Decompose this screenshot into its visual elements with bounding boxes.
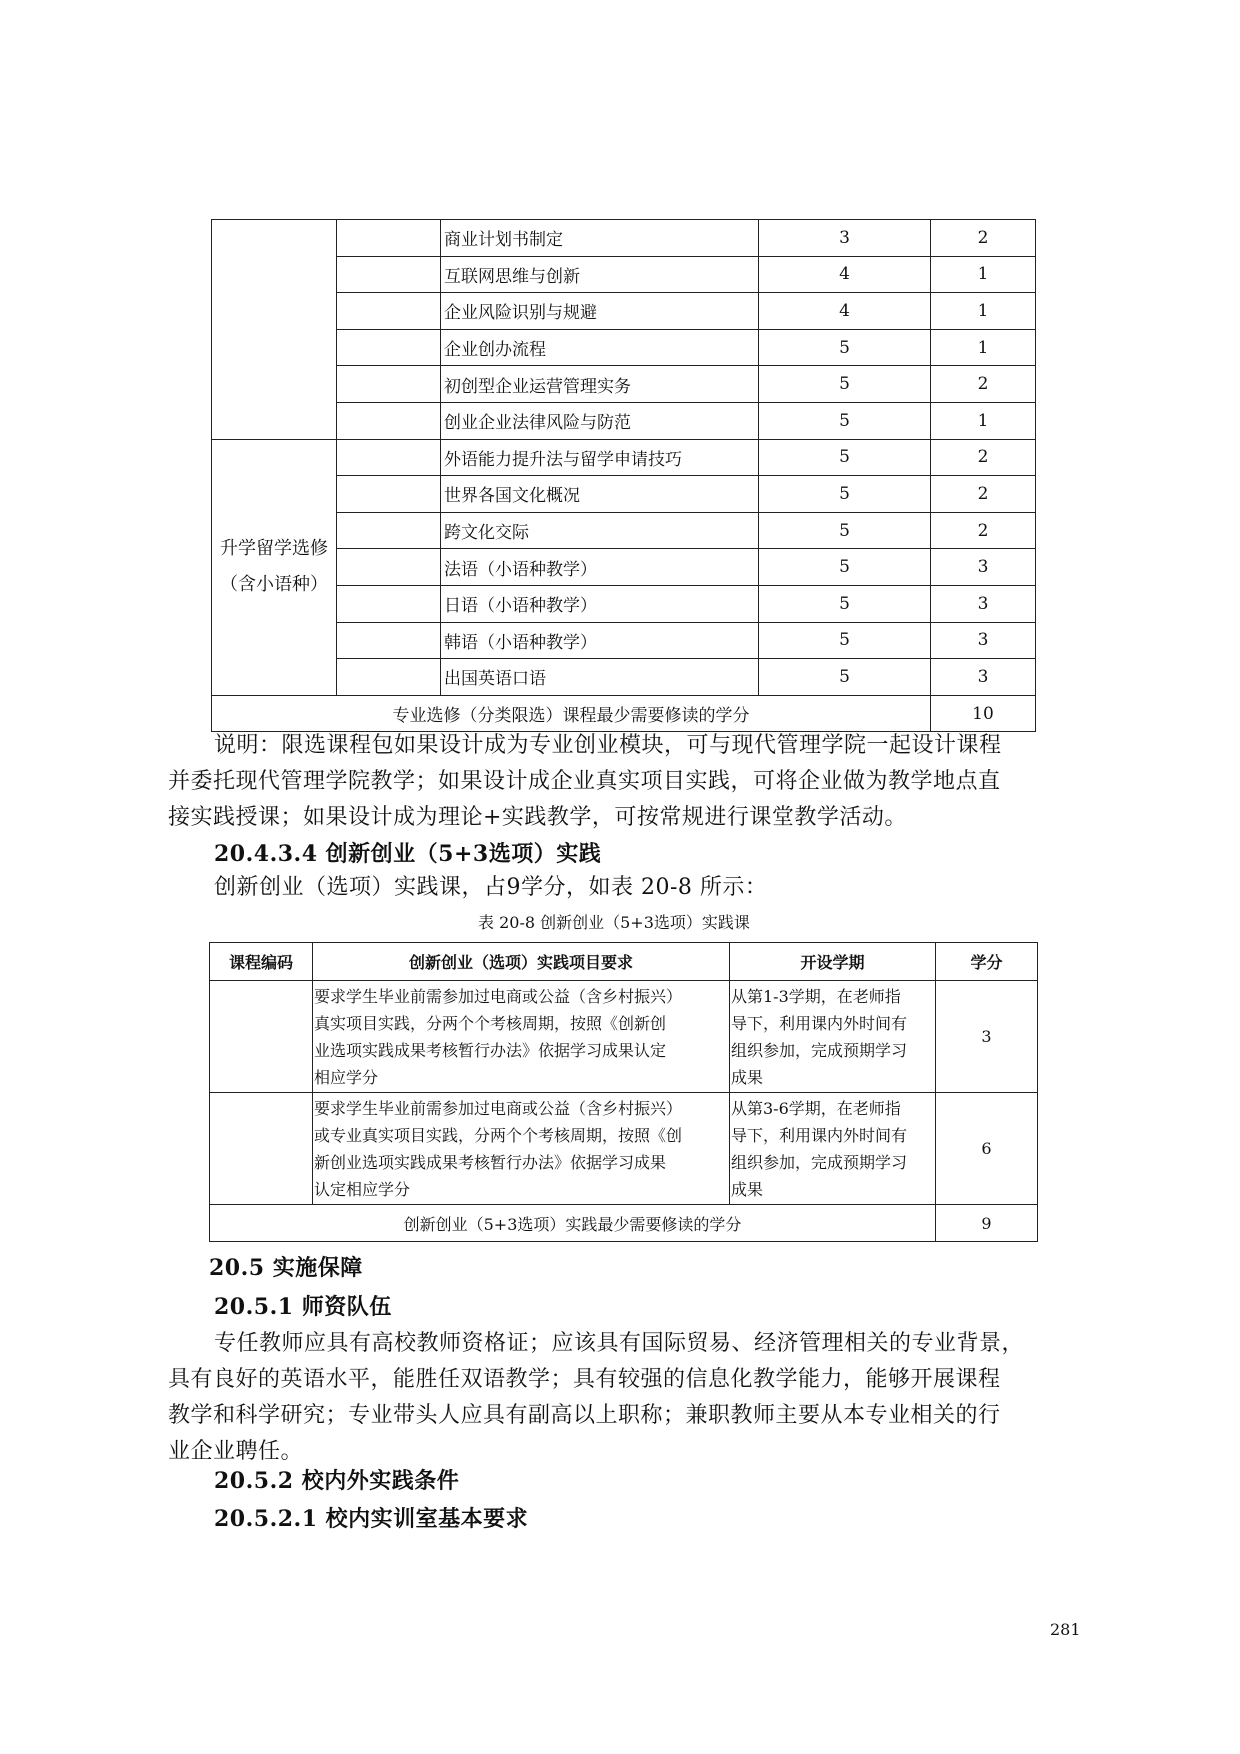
semester-line: 成果 [731,1179,764,1199]
section-heading-2051: 20.5.1 师资队伍 [214,1294,392,1320]
footer-label: 创新创业（5+3选项）实践最少需要修读的学分 [210,1205,936,1242]
elective-course-table-body [212,220,1036,732]
credit-cell: 3 [936,981,1038,1093]
credit-cell: 3 [931,659,1036,696]
section-intro-20434: 创新创业（选项）实践课，占9学分，如表 20-8 所示： [214,875,768,900]
footer-value: 9 [936,1205,1038,1242]
table-row [212,220,1036,257]
requirement-line: 要求学生毕业前需参加过电商或公益（含乡村振兴） [314,1098,683,1118]
credit-cell: 2 [931,439,1036,476]
semester-cell: 3 [759,220,931,257]
course-code-cell [337,659,441,696]
table-header-row [210,943,1038,981]
faculty-line: 专任教师应具有高校教师资格证；应该具有国际贸易、经济管理相关的专业背景， [214,1331,1025,1356]
section-heading-2052: 20.5.2 校内外实践条件 [214,1468,460,1494]
table-footer-row [212,695,1036,732]
course-name-cell: 企业创办流程 [441,329,759,366]
requirement-line: 或专业真实项目实践，分两个个考核周期，按照《创 [314,1125,683,1145]
semester-line: 组织参加，完成预期学习 [731,1040,908,1060]
course-name-cell: 商业计划书制定 [441,220,759,257]
note-line: 接实践授课；如果设计成为理论+实践教学，可按常规进行课堂教学活动。 [168,805,907,830]
course-name-cell: 法语（小语种教学） [441,549,759,586]
semester-line: 从第3-6学期，在老师指 [731,1098,901,1118]
semester-cell: 5 [759,659,931,696]
requirement-line: 真实项目实践，分两个个考核周期，按照《创新创 [314,1013,667,1033]
credit-cell: 1 [931,256,1036,293]
course-name-cell: 出国英语口语 [441,659,759,696]
course-code-cell [337,256,441,293]
credit-cell: 3 [931,622,1036,659]
section-heading-205: 20.5 实施保障 [209,1255,363,1281]
header-requirements: 创新创业（选项）实践项目要求 [313,943,730,981]
footer-label: 专业选修（分类限选）课程最少需要修读的学分 [212,695,931,732]
category-cell-empty [212,220,337,440]
course-code-cell [337,622,441,659]
credit-cell: 3 [931,585,1036,622]
section-heading-20434: 20.4.3.4 创新创业（5+3选项）实践 [214,841,602,867]
course-code-cell [337,293,441,330]
semester-cell: 5 [759,366,931,403]
page-number: 281 [1050,1620,1081,1639]
category-label: （含小语种） [220,574,328,596]
elective-course-table [211,219,1036,732]
semester-cell: 5 [759,512,931,549]
requirement-line: 要求学生毕业前需参加过电商或公益（含乡村振兴） [314,986,683,1006]
course-name-cell: 企业风险识别与规避 [441,293,759,330]
note-paragraph [214,728,1114,764]
requirement-cell [313,981,730,1093]
semester-cell: 4 [759,293,931,330]
innovation-practice-table [209,942,1038,1242]
course-name-cell: 跨文化交际 [441,512,759,549]
faculty-line: 业企业聘任。 [168,1439,304,1464]
requirement-line: 新创业选项实践成果考核暂行办法》依据学习成果 [314,1152,667,1172]
semester-cell: 5 [759,329,931,366]
faculty-paragraph [214,1326,1114,1362]
credit-cell: 3 [931,549,1036,586]
semester-cell: 5 [759,476,931,513]
header-course-code: 课程编码 [210,943,313,981]
course-name-cell: 韩语（小语种教学） [441,622,759,659]
credit-cell: 1 [931,293,1036,330]
course-code-cell [337,402,441,439]
course-code-cell [337,366,441,403]
semester-cell [730,981,936,1093]
credit-cell: 2 [931,366,1036,403]
semester-line: 从第1-3学期，在老师指 [731,986,901,1006]
requirement-cell [313,1093,730,1205]
header-semester: 开设学期 [730,943,936,981]
table-row [210,981,1038,1093]
note-paragraph-cont [168,764,1098,836]
section-heading-20521: 20.5.2.1 校内实训室基本要求 [214,1506,529,1532]
faculty-paragraph-cont [168,1362,1098,1470]
table-footer-row [210,1205,1038,1242]
course-code-cell [337,439,441,476]
requirement-line: 业选项实践成果考核暂行办法》依据学习成果认定 [314,1040,667,1060]
note-line: 说明：限选课程包如果设计成为专业创业模块，可与现代管理学院一起设计课程 [214,733,1002,758]
footer-value: 10 [931,695,1036,732]
course-code-cell [337,585,441,622]
credit-cell: 2 [931,512,1036,549]
semester-cell: 5 [759,549,931,586]
semester-cell: 5 [759,585,931,622]
category-label: 升学留学选修 [220,538,328,560]
course-name-cell: 初创型企业运营管理实务 [441,366,759,403]
requirement-line: 相应学分 [314,1067,379,1087]
credit-cell: 6 [936,1093,1038,1205]
course-code-cell [337,512,441,549]
semester-cell: 5 [759,439,931,476]
credit-cell: 2 [931,476,1036,513]
table-row [210,1093,1038,1205]
semester-line: 成果 [731,1067,764,1087]
semester-cell: 5 [759,622,931,659]
credit-cell: 2 [931,220,1036,257]
table-caption: 表 20-8 创新创业（5+3选项）实践课 [478,913,750,932]
semester-cell: 4 [759,256,931,293]
course-name-cell: 互联网思维与创新 [441,256,759,293]
course-code-cell [210,981,313,1093]
course-name-cell: 创业企业法律风险与防范 [441,402,759,439]
course-name-cell: 日语（小语种教学） [441,585,759,622]
faculty-line: 具有良好的英语水平，能胜任双语教学；具有较强的信息化教学能力，能够开展课程 [168,1367,1001,1392]
table-row [212,439,1036,476]
credit-cell: 1 [931,329,1036,366]
semester-cell: 5 [759,402,931,439]
course-code-cell [210,1093,313,1205]
semester-line: 组织参加，完成预期学习 [731,1152,908,1172]
header-credits: 学分 [936,943,1038,981]
course-code-cell [337,549,441,586]
course-code-cell [337,329,441,366]
semester-line: 导下，利用课内外时间有 [731,1013,908,1033]
note-line: 并委托现代管理学院教学；如果设计成企业真实项目实践，可将企业做为教学地点直 [168,769,1001,794]
course-name-cell: 世界各国文化概况 [441,476,759,513]
course-code-cell [337,220,441,257]
course-name-cell: 外语能力提升法与留学申请技巧 [441,439,759,476]
category-cell [212,439,337,695]
semester-cell [730,1093,936,1205]
requirement-line: 认定相应学分 [314,1179,411,1199]
credit-cell: 1 [931,402,1036,439]
faculty-line: 教学和科学研究；专业带头人应具有副高以上职称；兼职教师主要从本专业相关的行 [168,1403,1001,1428]
course-code-cell [337,476,441,513]
semester-line: 导下，利用课内外时间有 [731,1125,908,1145]
